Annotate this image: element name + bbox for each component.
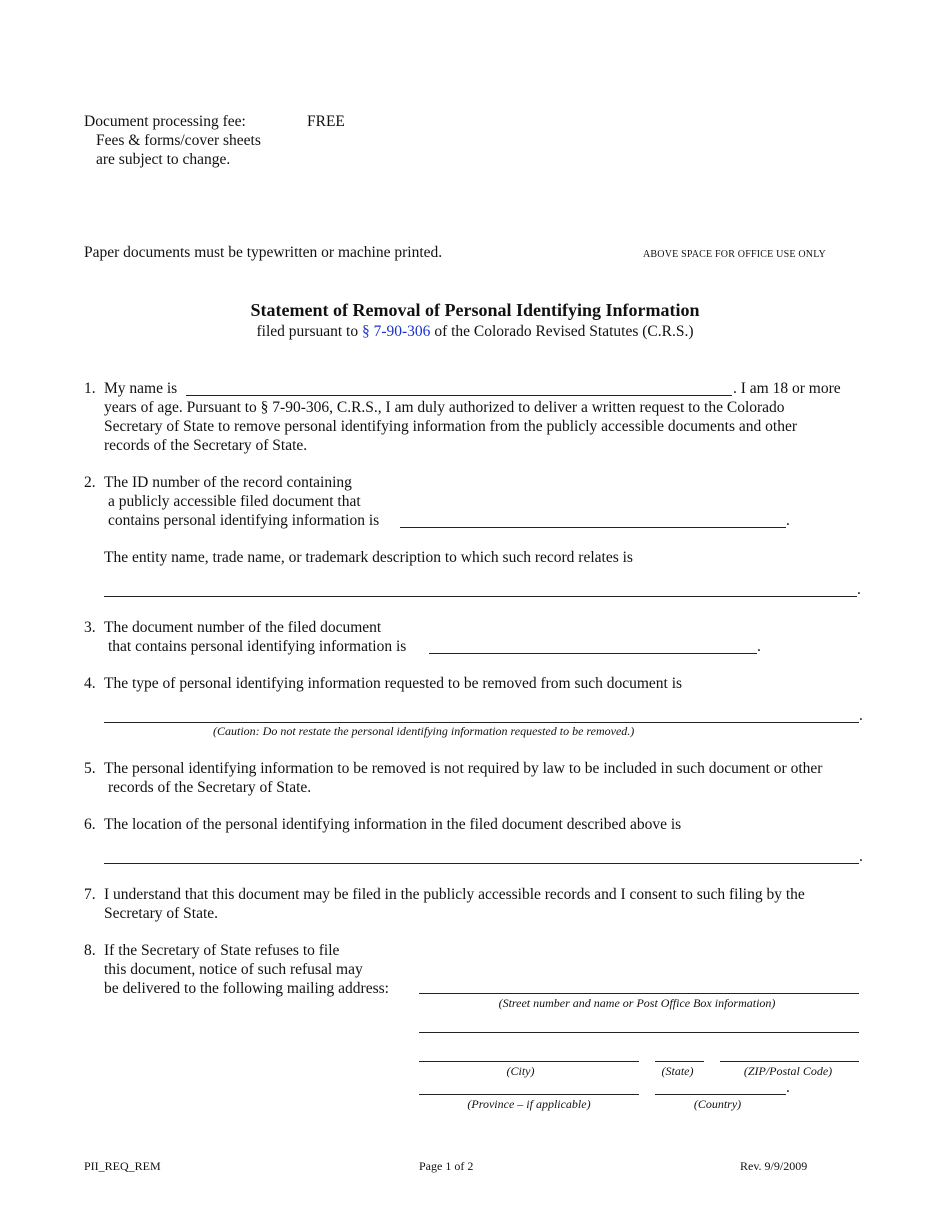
document-title: Statement of Removal of Personal Identifying Information [250, 300, 700, 320]
fee-note-2: are subject to change. [96, 151, 231, 168]
street-caption: (Street number and name or Post Office Box information) [498, 996, 776, 1010]
province-caption: (Province – if applicable) [467, 1097, 591, 1111]
item-8-line-1: If the Secretary of State refuses to file [104, 942, 340, 959]
item-7-line-1: I understand that this document may be filed in the publicly accessible records and I consent to such filing by the [104, 886, 805, 903]
item-3-line-2: that contains personal identifying information is [108, 638, 407, 655]
pii-type-field[interactable] [104, 722, 859, 723]
subtitle-pre: filed pursuant to [256, 323, 362, 340]
item-7-line-2: Secretary of State. [104, 905, 219, 922]
item-7-number: 7. [84, 886, 96, 903]
fee-label: Document processing fee: [84, 113, 246, 130]
item-2-number: 2. [84, 474, 96, 491]
fee-note-1: Fees & forms/cover sheets [96, 132, 261, 149]
street-field-2[interactable] [419, 1032, 859, 1033]
item-2-period: . [786, 512, 790, 529]
item-8-period: . [786, 1079, 790, 1096]
item-5-line-1: The personal identifying information to be removed is not required by law to be included in such document or other [104, 760, 823, 777]
state-caption: (State) [661, 1064, 694, 1078]
item-3-line-1: The document number of the filed document [104, 619, 382, 636]
item-4-line-1: The type of personal identifying information requested to be removed from such document is [104, 675, 683, 692]
fee-value: FREE [307, 113, 345, 130]
item-1-text-pre: My name is [104, 380, 178, 397]
form-id: PII_REQ_REM [84, 1159, 161, 1173]
item-1-line-3: Secretary of State to remove personal identifying information from the publicly accessible documents and other [104, 418, 797, 435]
item-2-entity-text: The entity name, trade name, or trademark description to which such record relates is [104, 549, 633, 566]
zip-field[interactable] [720, 1061, 859, 1062]
item-1-number: 1. [84, 380, 96, 397]
pii-location-field[interactable] [104, 863, 859, 864]
item-8-line-2: this document, notice of such refusal may [104, 961, 363, 978]
item-4-number: 4. [84, 675, 96, 692]
zip-caption: (ZIP/Postal Code) [743, 1064, 833, 1078]
state-field[interactable] [655, 1061, 704, 1062]
document-number-field[interactable] [429, 653, 757, 654]
item-2-line-1: The ID number of the record containing [104, 474, 352, 491]
caution-note: (Caution: Do not restate the personal identifying information requested to be removed.) [213, 724, 635, 738]
item-1-text-post: . I am 18 or more [733, 380, 841, 397]
item-6-period: . [859, 848, 863, 865]
item-3-number: 3. [84, 619, 96, 636]
entity-name-field[interactable] [104, 596, 857, 597]
country-caption: (Country) [693, 1097, 742, 1111]
paper-note: Paper documents must be typewritten or machine printed. [84, 244, 443, 261]
street-field[interactable] [419, 993, 859, 994]
record-id-field[interactable] [400, 527, 786, 528]
document-subtitle [0, 323, 950, 341]
city-field[interactable] [419, 1061, 639, 1062]
item-5-number: 5. [84, 760, 96, 777]
item-6-line-1: The location of the personal identifying information in the filed document described above is [104, 816, 682, 833]
item-8-number: 8. [84, 942, 96, 959]
item-1-line-4: records of the Secretary of State. [104, 437, 308, 454]
item-1-line-2: years of age. Pursuant to § 7-90-306, C.R.S., I am duly authorized to deliver a written request to the Colorado [104, 399, 785, 416]
country-field[interactable] [655, 1094, 786, 1095]
item-2-line-2: a publicly accessible filed document that [108, 493, 361, 510]
province-field[interactable] [419, 1094, 639, 1095]
subtitle-post: of the Colorado Revised Statutes (C.R.S.) [430, 323, 694, 340]
item-6-number: 6. [84, 816, 96, 833]
item-2-line-3: contains personal identifying information is [108, 512, 380, 529]
item-4-period: . [859, 707, 863, 724]
item-2-entity-period: . [857, 581, 861, 598]
item-5-line-2: records of the Secretary of State. [108, 779, 312, 796]
revision-date: Rev. 9/9/2009 [740, 1159, 808, 1173]
item-3-period: . [757, 638, 761, 655]
statute-link[interactable]: § 7-90-306 [361, 323, 431, 340]
office-use-note: ABOVE SPACE FOR OFFICE USE ONLY [643, 249, 826, 260]
city-caption: (City) [506, 1064, 535, 1078]
item-8-line-3: be delivered to the following mailing address: [104, 980, 389, 997]
name-field[interactable] [186, 395, 732, 396]
page-number: Page 1 of 2 [419, 1159, 474, 1173]
